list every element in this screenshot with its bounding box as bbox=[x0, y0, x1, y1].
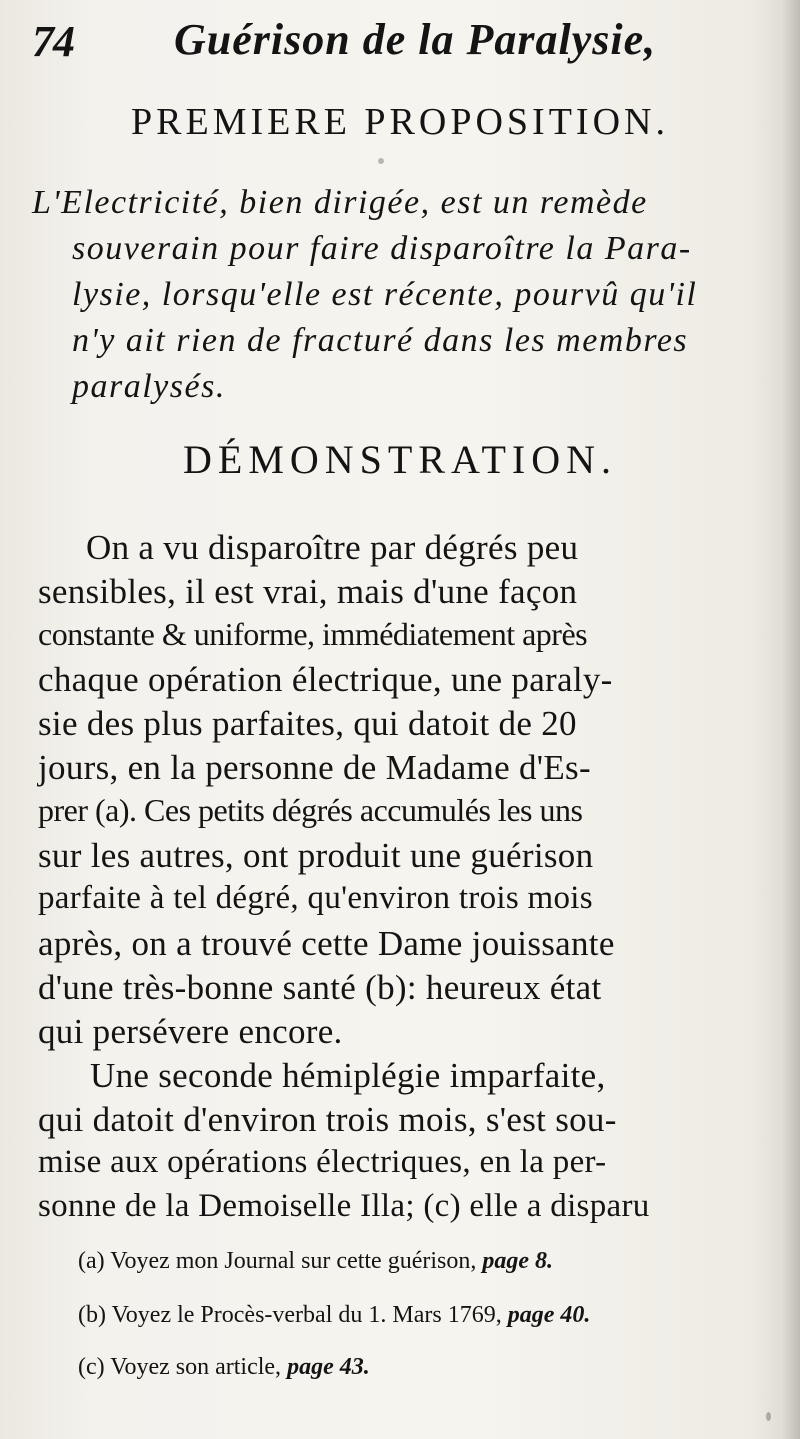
body-line: sonne de la Demoiselle Illa; (c) elle a disparu bbox=[38, 1188, 650, 1224]
ink-speck bbox=[766, 1412, 771, 1421]
proposition-line: lysie, lorsqu'elle est récente, pourvû qu'il bbox=[72, 276, 698, 313]
proposition-line: paralysés. bbox=[72, 368, 226, 405]
ink-speck bbox=[378, 158, 384, 164]
footnote-text: Voyez le Procès-verbal du 1. Mars 1769, bbox=[111, 1302, 502, 1328]
page-number: 74 bbox=[32, 17, 74, 66]
body-line: Une seconde hémiplégie imparfaite, bbox=[90, 1056, 606, 1095]
running-title: Guérison de la Paralysie, bbox=[174, 15, 657, 64]
proposition-line: L'Electricité, bien dirigée, est un remède bbox=[32, 184, 648, 221]
body-line: sensibles, il est vrai, mais d'une façon bbox=[38, 572, 578, 611]
footnote-page-ref: page 43. bbox=[287, 1354, 370, 1380]
footnote-text: Voyez mon Journal sur cette guérison, bbox=[110, 1248, 477, 1274]
body-line: chaque opération électrique, une paraly- bbox=[38, 660, 613, 699]
proposition-line: souverain pour faire disparoître la Para- bbox=[72, 230, 692, 267]
demonstration-heading: DÉMONSTRATION. bbox=[183, 437, 617, 482]
footnote-mark: (c) bbox=[78, 1354, 105, 1380]
body-line: qui persévere encore. bbox=[38, 1012, 343, 1051]
body-line: parfaite à tel dégré, qu'environ trois mois bbox=[38, 880, 593, 916]
footnote-b bbox=[78, 1302, 590, 1342]
footnote-text: Voyez son article, bbox=[110, 1354, 282, 1380]
footnote-a bbox=[78, 1248, 553, 1288]
body-line: qui datoit d'environ trois mois, s'est sou- bbox=[38, 1100, 617, 1139]
body-line: sur les autres, ont produit une guérison bbox=[38, 836, 594, 875]
body-line: mise aux opérations électriques, en la per- bbox=[38, 1144, 607, 1180]
footnote-page-ref: page 8. bbox=[482, 1248, 554, 1274]
body-line: On a vu disparoître par dégrés peu bbox=[86, 528, 579, 567]
page-edge-shadow bbox=[782, 0, 800, 1439]
body-line: constante & uniforme, immédiatement après bbox=[38, 616, 588, 652]
body-line: jours, en la personne de Madame d'Es- bbox=[38, 748, 591, 787]
body-line: sie des plus parfaites, qui datoit de 20 bbox=[38, 704, 577, 743]
footnote-c bbox=[78, 1354, 370, 1394]
body-line: prer (a). Ces petits dégrés accumulés les uns bbox=[38, 792, 583, 828]
body-line: d'une très-bonne santé (b): heureux état bbox=[38, 968, 602, 1007]
body-line: après, on a trouvé cette Dame jouissante bbox=[38, 924, 615, 963]
footnote-page-ref: page 40. bbox=[507, 1302, 591, 1328]
proposition-line: n'y ait rien de fracturé dans les membres bbox=[72, 322, 689, 359]
proposition-heading: PREMIERE PROPOSITION. bbox=[131, 101, 669, 143]
running-head bbox=[32, 10, 772, 74]
footnote-mark: (a) bbox=[78, 1248, 105, 1274]
footnote-mark: (b) bbox=[78, 1302, 106, 1328]
